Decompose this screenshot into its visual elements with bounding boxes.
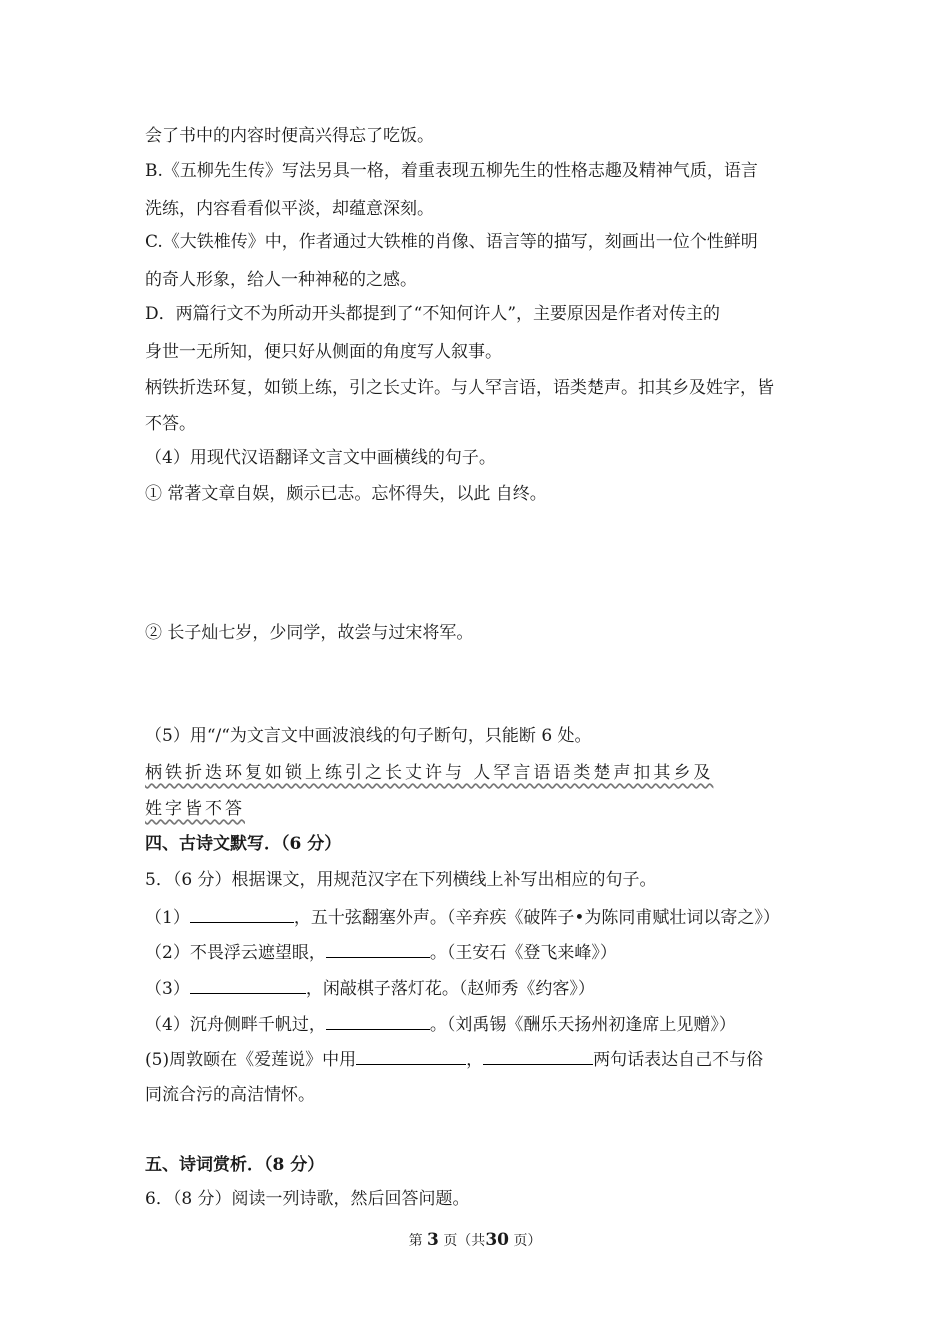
- fill-item-text: 。（刘禹锡《酬乐天扬州初逢席上见赠》）: [429, 1015, 736, 1035]
- q5-wavy-sentence: 姓字皆不答: [145, 799, 245, 819]
- excerpt-line: 不答。: [145, 414, 196, 434]
- page-total: 30: [485, 1230, 509, 1250]
- answer-blank[interactable]: [326, 1011, 430, 1030]
- q4-item-1: ① 常著文章自娱，颇示已志。忘怀得失，以此 自终。: [145, 484, 547, 504]
- fill-item-2: [145, 939, 617, 965]
- option-b-line: B.《五柳先生传》写法另具一格，着重表现五柳先生的性格志趣及精神气质，语言: [145, 161, 758, 181]
- passage-line: 会了书中的内容时便高兴得忘了吃饭。: [145, 126, 434, 146]
- question-5: 5．（6 分）根据课文，用规范汉字在下列横线上补写出相应的句子。: [145, 870, 657, 890]
- answer-blank[interactable]: [190, 975, 306, 994]
- q4-item-2: ② 长子灿七岁，少同学，故尝与过宋将军。: [145, 623, 474, 643]
- fill-item-4: [145, 1011, 736, 1037]
- q5-prompt: （5）用“/“为文言文中画波浪线的句子断句，只能断 6 处。: [145, 726, 592, 746]
- section-4-heading: 四、古诗文默写．（6 分）: [145, 834, 342, 854]
- answer-blank[interactable]: [483, 1046, 593, 1065]
- fill-item-3: [145, 975, 595, 1001]
- fill-item-label: （3）: [145, 979, 190, 999]
- fill-item-text: ，闲敲棋子落灯花。（赵师秀《约客》）: [305, 979, 595, 999]
- answer-blank[interactable]: [326, 939, 430, 958]
- fill-item-text: ，: [466, 1050, 484, 1070]
- answer-blank[interactable]: [190, 904, 294, 923]
- fill-item-text: （2）不畏浮云遮望眼，: [145, 943, 326, 963]
- fill-item-text: (5)周敦颐在《爱莲说》中用: [145, 1050, 357, 1070]
- fill-item-5-cont: 同流合污的高洁情怀。: [145, 1085, 315, 1105]
- option-c-line: C.《大铁椎传》中，作者通过大铁椎的肖像、语言等的描写，刻画出一位个性鲜明: [145, 232, 758, 252]
- question-6: 6．（8 分）阅读一列诗歌，然后回答问题。: [145, 1189, 470, 1209]
- page-footer: [0, 1230, 950, 1250]
- fill-item-text: （4）沉舟侧畔千帆过，: [145, 1015, 326, 1035]
- footer-text: 第: [408, 1233, 423, 1249]
- footer-text: 页）: [513, 1233, 542, 1249]
- option-d-line: 身世一无所知，便只好从侧面的角度写人叙事。: [145, 342, 502, 362]
- fill-item-5: [145, 1046, 763, 1072]
- q5-wavy-sentence: 柄铁折迭环复如锁上练引之长丈许与 人罕言语语类楚声扣其乡及: [145, 763, 714, 783]
- page-number: 3: [427, 1230, 439, 1250]
- fill-item-label: （1）: [145, 908, 190, 928]
- fill-item-text: ，五十弦翻塞外声。（辛弃疾《破阵子•为陈同甫赋壮词以寄之》）: [293, 908, 780, 928]
- fill-item-text: 两句话表达自己不与俗: [593, 1050, 764, 1070]
- footer-text: 页（共: [443, 1233, 486, 1249]
- fill-item-text: 。（王安石《登飞来峰》）: [429, 943, 617, 963]
- excerpt-line: 柄铁折迭环复，如锁上练，引之长丈许。与人罕言语，语类楚声。扣其乡及姓字，皆: [145, 378, 774, 398]
- answer-blank[interactable]: [356, 1046, 466, 1065]
- fill-item-1: [145, 904, 780, 930]
- section-5-heading: 五、诗词赏析．（8 分）: [145, 1155, 325, 1175]
- q4-prompt: （4）用现代汉语翻译文言文中画横线的句子。: [145, 448, 496, 468]
- option-b-line: 洗练，内容看看似平淡，却蕴意深刻。: [145, 199, 434, 219]
- option-d-line: D．两篇行文不为所动开头都提到了“不知何许人”，主要原因是作者对传主的: [145, 304, 721, 324]
- option-c-line: 的奇人形象，给人一种神秘的之感。: [145, 270, 417, 290]
